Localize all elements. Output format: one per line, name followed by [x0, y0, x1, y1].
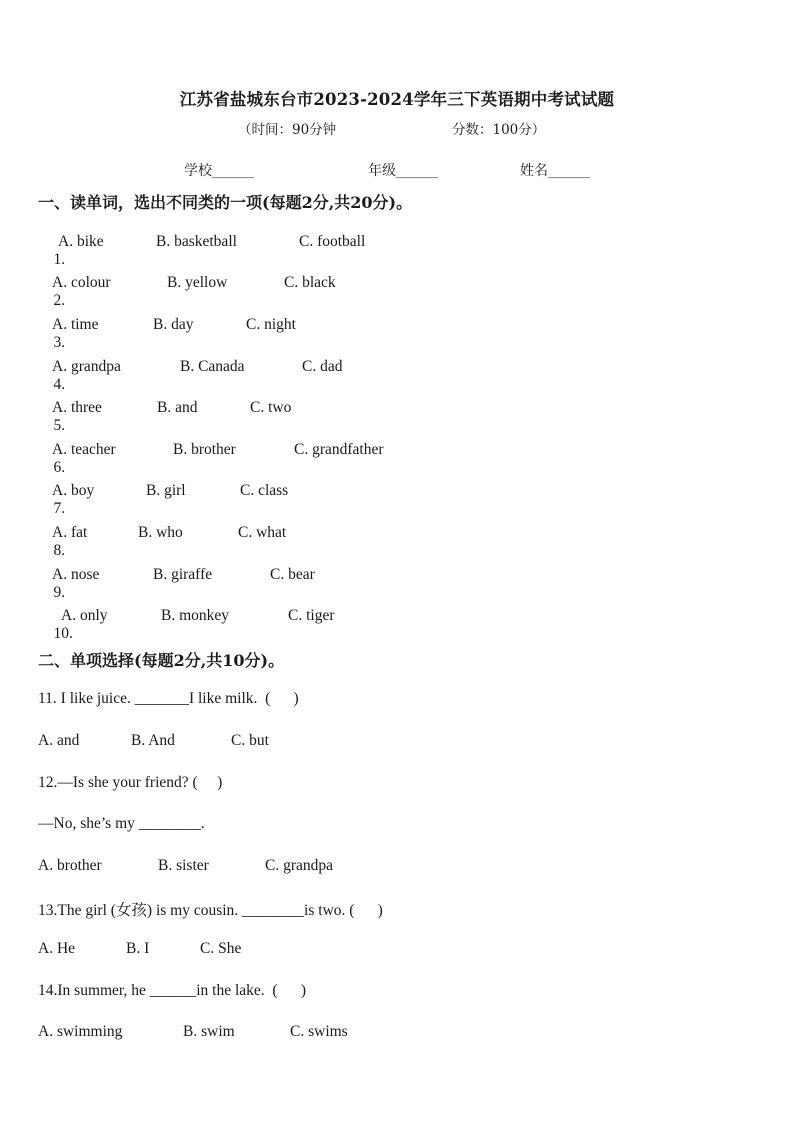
option-b[interactable]: B. who: [138, 524, 183, 541]
option-a[interactable]: A. only: [61, 607, 108, 624]
option-a[interactable]: A. He: [38, 940, 76, 957]
question-number: 5.: [53, 417, 66, 434]
page-title: 江苏省盐城东台市2023-2024学年三下英语期中考试试题: [179, 90, 615, 109]
option-a[interactable]: A. swimming: [38, 1023, 123, 1040]
school-field[interactable]: 学校______: [184, 163, 254, 179]
question-12-stem: 12.—Is she your friend? ( ): [38, 774, 223, 791]
question-number: 9.: [53, 584, 66, 601]
option-a[interactable]: A. boy: [52, 482, 95, 499]
option-a[interactable]: A. and: [38, 732, 80, 749]
question-13-stem: 13.The girl (女孩) is my cousin. ________is two. ( ): [38, 902, 383, 919]
option-b[interactable]: B. basketball: [156, 233, 237, 250]
section-1-heading: 一、读单词，选出不同类的一项(每题2分,共20分)。: [38, 193, 413, 212]
option-c[interactable]: C. what: [238, 524, 287, 541]
option-a[interactable]: A. teacher: [52, 441, 116, 458]
option-c[interactable]: C. tiger: [288, 607, 335, 624]
option-a[interactable]: A. time: [52, 316, 99, 333]
option-a[interactable]: A. nose: [52, 566, 100, 583]
option-b[interactable]: B. Canada: [180, 358, 245, 375]
option-b[interactable]: B. swim: [183, 1023, 235, 1040]
option-c[interactable]: C. black: [284, 274, 336, 291]
question-11-stem: 11. I like juice. _______I like milk. ( ): [38, 690, 299, 707]
option-b[interactable]: B. girl: [146, 482, 186, 499]
question-number: 7.: [53, 500, 66, 517]
question-number: 4.: [53, 376, 66, 393]
option-c[interactable]: C. football: [299, 233, 366, 250]
option-b[interactable]: B. I: [126, 940, 150, 957]
option-c[interactable]: C. She: [200, 940, 242, 957]
question-14-options: [38, 1023, 348, 1113]
question-number: 8.: [53, 542, 66, 559]
option-c[interactable]: C. two: [250, 399, 292, 416]
option-b[interactable]: B. giraffe: [153, 566, 213, 583]
option-a[interactable]: A. grandpa: [52, 358, 121, 375]
option-a[interactable]: A. brother: [38, 857, 102, 874]
question-number: 3.: [53, 334, 66, 351]
time-limit: （时间：90分钟: [238, 122, 337, 138]
question-number: 10.: [53, 625, 73, 642]
name-field[interactable]: 姓名______: [520, 163, 590, 179]
option-b[interactable]: B. sister: [158, 857, 209, 874]
option-b[interactable]: B. And: [131, 732, 175, 749]
option-c[interactable]: C. but: [231, 732, 269, 749]
option-a[interactable]: A. fat: [52, 524, 88, 541]
question-12-reply: —No, she’s my ________.: [38, 815, 205, 832]
option-c[interactable]: C. grandpa: [265, 857, 334, 874]
option-c[interactable]: C. night: [246, 316, 296, 333]
question-number: 2.: [53, 292, 66, 309]
option-c[interactable]: C. bear: [270, 566, 315, 583]
grade-field[interactable]: 年级______: [368, 163, 438, 179]
option-b[interactable]: B. yellow: [167, 274, 228, 291]
option-a[interactable]: A. bike: [58, 233, 104, 250]
option-b[interactable]: B. day: [153, 316, 194, 333]
option-b[interactable]: B. and: [157, 399, 198, 416]
option-a[interactable]: A. colour: [52, 274, 111, 291]
option-a[interactable]: A. three: [52, 399, 102, 416]
question-number: 6.: [53, 459, 66, 476]
question-number: 1.: [53, 251, 69, 268]
section-2-heading: 二、单项选择(每题2分,共10分)。: [38, 651, 285, 670]
option-c[interactable]: C. swims: [290, 1023, 348, 1040]
option-b[interactable]: B. brother: [173, 441, 236, 458]
option-c[interactable]: C. dad: [302, 358, 343, 375]
option-c[interactable]: C. grandfather: [294, 441, 384, 458]
question-14-stem: 14.In summer, he ______in the lake. ( ): [38, 982, 306, 999]
option-b[interactable]: B. monkey: [161, 607, 230, 624]
option-c[interactable]: C. class: [240, 482, 289, 499]
total-score: 分数：100分）: [452, 122, 546, 138]
